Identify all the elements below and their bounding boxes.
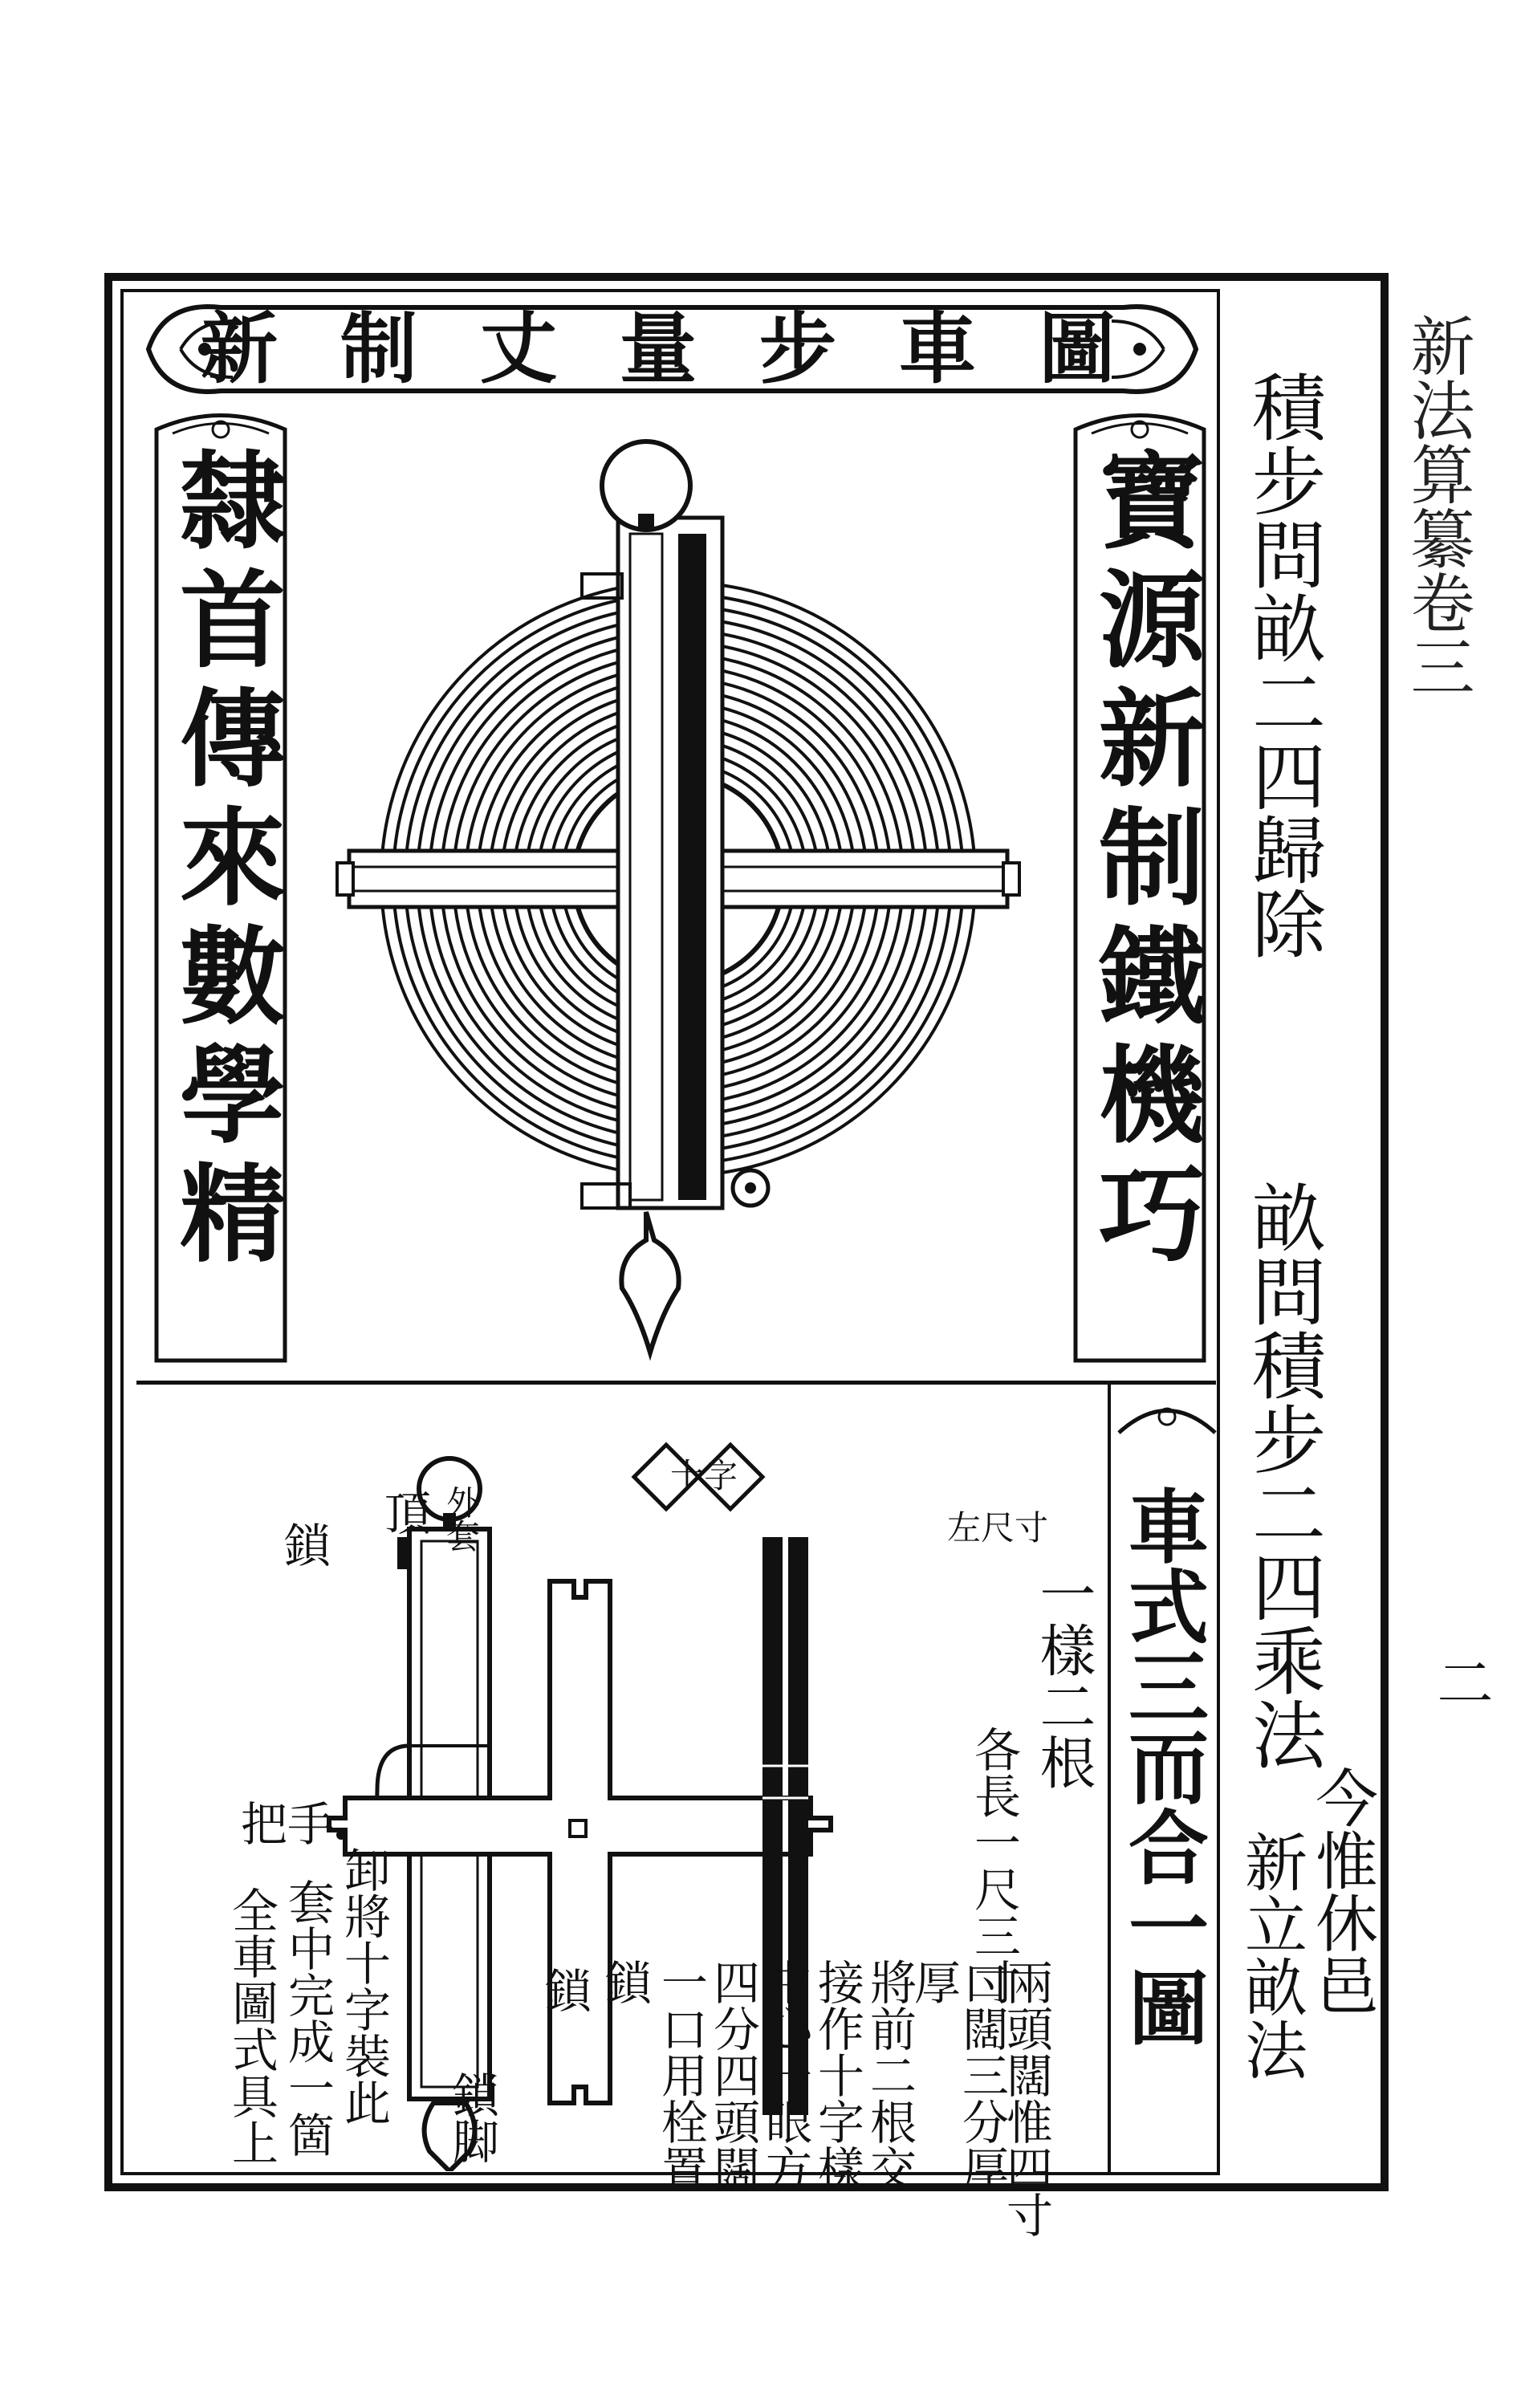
text-column-3: 今惟休邑	[1305, 1766, 1377, 2016]
assembly-note-3: 全車圖式具上	[224, 1886, 279, 2166]
page-number: 二	[1428, 1653, 1494, 1710]
assembly-note-2: 套中完成一箇	[280, 1878, 335, 2158]
seal-inscription-right: 寶源新制鐵機巧	[1080, 445, 1205, 1277]
page-title: 新制丈量步車圖	[201, 303, 1178, 394]
seal-inscription-left: 隸首傳來數學精	[161, 445, 286, 1277]
label-cap: 頂	[376, 1489, 431, 1536]
cross-note-1: 將前二根交	[862, 1959, 917, 2191]
cross-note-4: 四分四頭闊	[706, 1959, 760, 2191]
text-column-2: 畝問積步二四乘法	[1240, 1180, 1326, 1771]
stick-note-2: 口闊三分厚	[954, 1959, 1009, 2191]
cart-title-ornament	[1111, 1385, 1223, 1489]
label-lock-top: 鎖	[276, 1521, 331, 1568]
cross-note-2: 接作十字樣	[810, 1959, 864, 2191]
label-stick-length: 各長一尺三寸	[966, 1726, 1021, 2005]
label-stick-head: 一樣二根	[1031, 1565, 1096, 1790]
label-handle: 把手	[241, 1797, 335, 1852]
label-lock-bottom: 鎖	[537, 1967, 592, 2013]
text-column-4: 新立畝法	[1234, 1830, 1307, 2081]
assembly-note-1: 卸將十字裝此	[336, 1846, 391, 2125]
label-top-mark: 左尺寸	[947, 1508, 1049, 1548]
seal-panel-left	[140, 405, 301, 1381]
top-knob	[602, 441, 690, 530]
cart-title: 車式三而合一圖	[1115, 1485, 1210, 2047]
bottom-spike	[621, 1212, 678, 1352]
label-outer-case: 外套	[441, 1485, 481, 1552]
stick-note-3: 厚	[906, 1959, 961, 2005]
book-header: 新法算纂卷三	[1400, 313, 1474, 698]
label-lock-foot: 鎖脚	[445, 2071, 499, 2164]
cross-note-5: 一口用栓置	[653, 1959, 708, 2191]
label-cross-seal: 十字	[670, 1456, 738, 1495]
text-column-1: 積步問畝二四歸除	[1240, 369, 1326, 960]
cross-note-3: 中心一眼方	[758, 1959, 812, 2191]
stick-note-1: 兩頭闊惟四寸	[998, 1959, 1053, 2238]
seal-panel-right	[1059, 405, 1220, 1381]
cross-note-6: 鎖	[597, 1959, 652, 2005]
measuring-cart-illustration	[301, 405, 1059, 1381]
